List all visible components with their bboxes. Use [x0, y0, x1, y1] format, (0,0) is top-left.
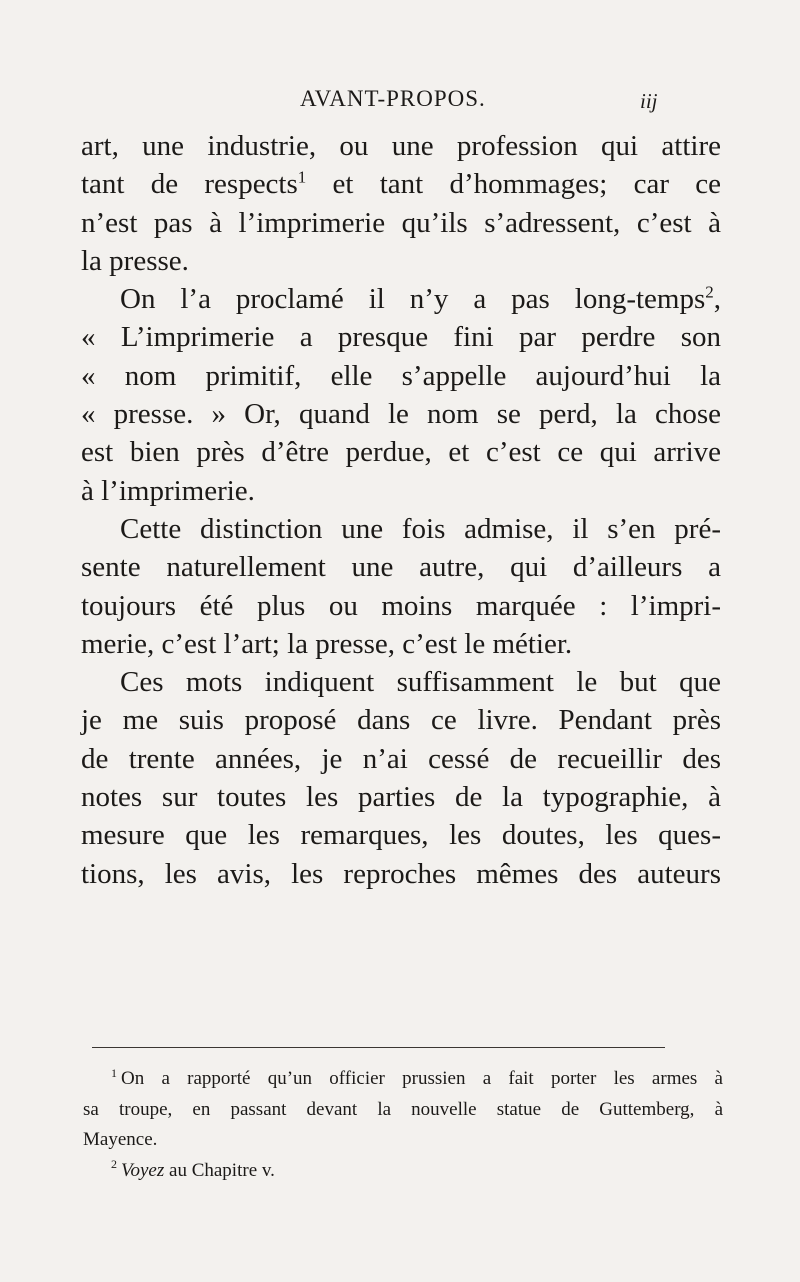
- text-line: merie, c’est l’art; la presse, c’est le métier.: [81, 627, 573, 660]
- text-line: « nom primitif, elle s’appelle aujourd’hui la: [81, 359, 721, 392]
- running-head: AVANT-PROPOS.: [300, 86, 486, 111]
- footnote-ref: 2: [705, 282, 714, 302]
- footnote-line: sa troupe, en passant devant la nouvelle statue de Guttemberg, à: [83, 1098, 723, 1120]
- footnote-ref: 1: [297, 167, 307, 187]
- footnote-mark: 2: [111, 1157, 117, 1172]
- text-line: Cette distinction une fois admise, il s’en pré-: [120, 512, 721, 545]
- text-line: je me suis proposé dans ce livre. Pendant près: [81, 704, 721, 737]
- text-line: tant de respects$^1$ et tant d’hommages; car ce: [81, 167, 721, 201]
- text-line: « presse. » Or, quand le nom se perd, la chose: [81, 398, 721, 431]
- footnote-line: Mayence.: [83, 1129, 158, 1150]
- text-line: « L’imprimerie a presque fini par perdre son: [81, 321, 721, 354]
- footnote-mark: 1: [111, 1065, 117, 1080]
- text-line: n’est pas à l’imprimerie qu’ils s’adressent, c’est à: [81, 206, 721, 239]
- text-line: mesure que les remarques, les doutes, les ques-: [81, 819, 721, 852]
- body-text: [81, 127, 721, 893]
- footnote-rule: [92, 1047, 665, 1048]
- text-line: tions, les avis, les reproches mêmes des auteurs: [81, 857, 721, 890]
- footnote-2: $^2$ Voyez au Chapitre v.: [111, 1157, 275, 1181]
- page-number: iij: [640, 89, 658, 113]
- text-line: On l’a proclamé il n’y a pas long-temps$^2$,: [120, 282, 721, 316]
- text-line: Ces mots indiquent suffisamment le but que: [120, 666, 721, 699]
- text-line: art, une industrie, ou une profession qui attire: [81, 130, 721, 162]
- text-line: toujours été plus ou moins marquée : l’impri-: [81, 589, 721, 622]
- text-line: notes sur toutes les parties de la typographie, à: [81, 781, 721, 814]
- footnote-1: $^1$ On a rapporté qu’un officier prussien a fait porter les armes à: [111, 1065, 723, 1089]
- text-line: de trente années, je n’ai cessé de recueillir des: [81, 742, 721, 775]
- text-line: la presse.: [81, 244, 189, 277]
- footnotes: [83, 1064, 723, 1186]
- text-line: est bien près d’être perdue, et c’est ce qui arrive: [81, 436, 721, 469]
- text-line: à l’imprimerie.: [81, 474, 255, 507]
- text-line: sente naturellement une autre, qui d’ailleurs a: [81, 551, 721, 584]
